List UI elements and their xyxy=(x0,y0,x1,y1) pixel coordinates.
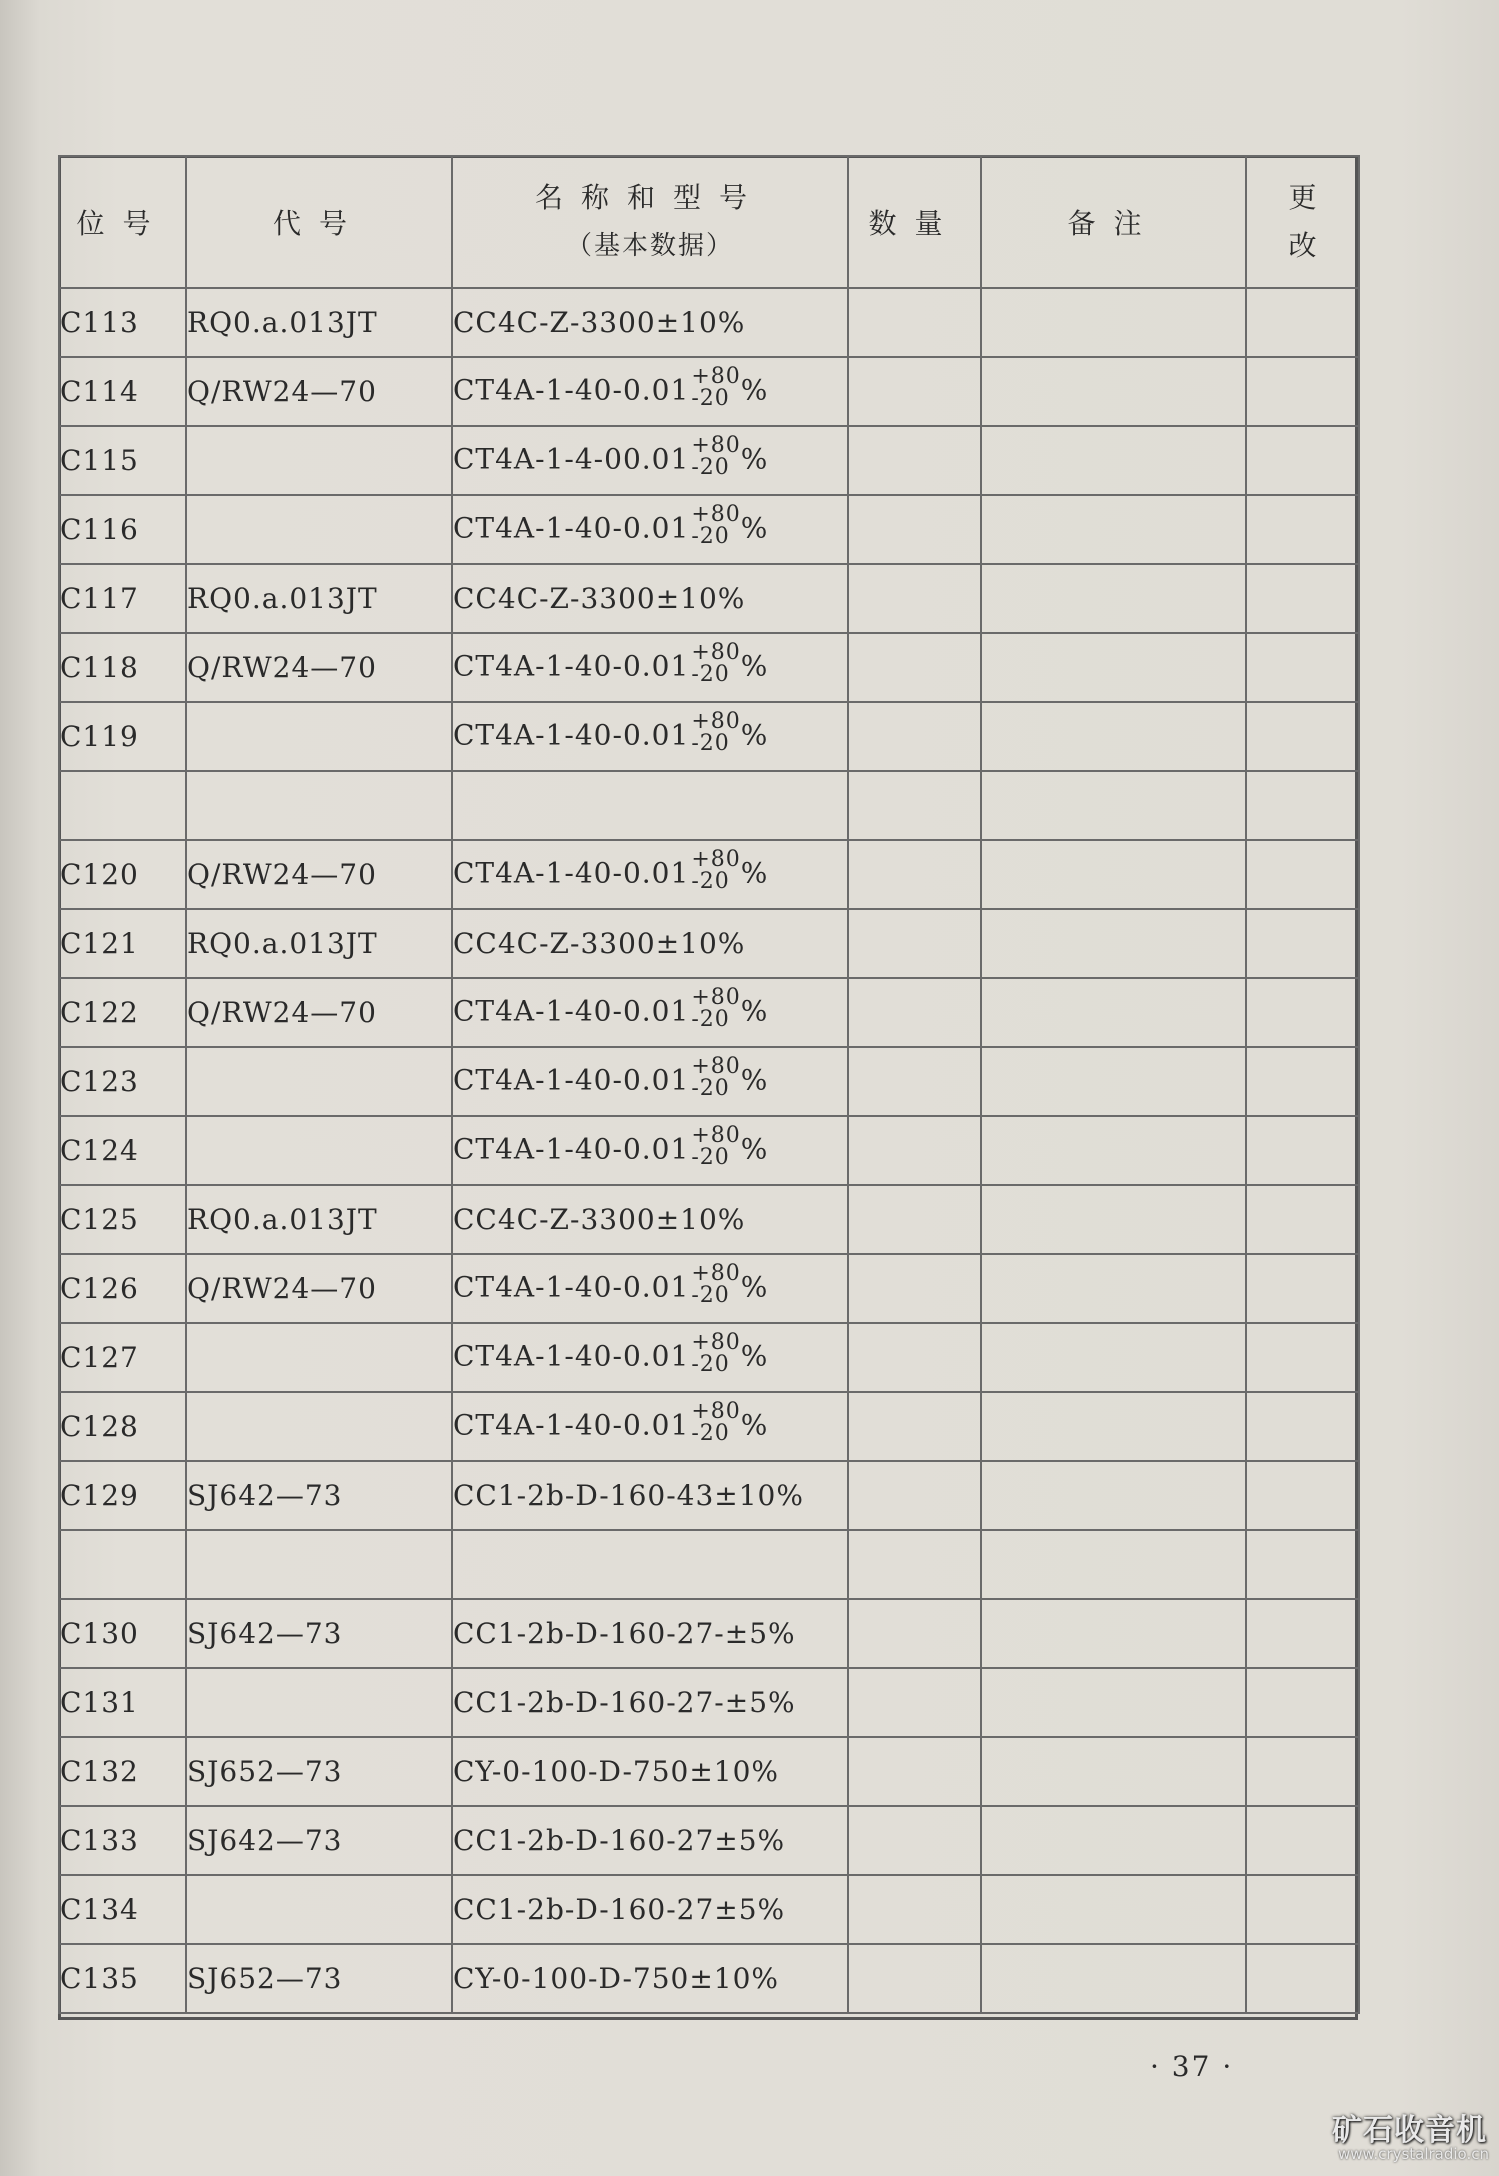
cell-remarks xyxy=(981,1875,1246,1944)
tolerance-upper: +80 xyxy=(691,501,741,527)
cell-change xyxy=(1246,1185,1359,1254)
cell-code xyxy=(186,909,452,978)
cell-name-model xyxy=(452,1047,848,1116)
table-row xyxy=(59,564,1359,633)
cell-remarks xyxy=(981,564,1246,633)
part-position: C125 xyxy=(60,1203,139,1236)
cell-code xyxy=(186,357,452,426)
part-model: CC1-2b-D-160-27±5% xyxy=(453,1893,786,1926)
cell-quantity xyxy=(848,357,981,426)
part-code: Q/RW24—70 xyxy=(187,1272,377,1305)
cell-code xyxy=(186,978,452,1047)
table-row xyxy=(59,1737,1359,1806)
cell-quantity xyxy=(848,288,981,357)
table-row xyxy=(59,357,1359,426)
cell-remarks xyxy=(981,1323,1246,1392)
cell-position xyxy=(59,1599,186,1668)
part-position: C120 xyxy=(60,858,139,891)
part-model: CT4A-1-40-0.01 xyxy=(453,994,690,1027)
part-code: Q/RW24—70 xyxy=(187,651,377,684)
cell-position xyxy=(59,1461,186,1530)
cell-position xyxy=(59,1875,186,1944)
percent-sign: % xyxy=(740,442,769,475)
cell-change xyxy=(1246,1668,1359,1737)
part-position: C121 xyxy=(60,927,139,960)
cell-remarks xyxy=(981,1047,1246,1116)
part-position: C114 xyxy=(60,375,139,408)
part-position: C118 xyxy=(60,651,139,684)
part-code: RQ0.a.013JT xyxy=(187,582,378,615)
tolerance-lower: -20 xyxy=(691,868,730,894)
part-position: C115 xyxy=(60,444,139,477)
cell-code xyxy=(186,1737,452,1806)
part-code: Q/RW24—70 xyxy=(187,996,377,1029)
cell-change xyxy=(1246,1392,1359,1461)
cell-quantity xyxy=(848,495,981,564)
cell-change xyxy=(1246,840,1359,909)
cell-code xyxy=(186,1047,452,1116)
cell-remarks xyxy=(981,1185,1246,1254)
table-row xyxy=(59,1254,1359,1323)
cell-code xyxy=(186,564,452,633)
cell-quantity xyxy=(848,909,981,978)
cell-name-model xyxy=(452,1944,848,2013)
cell-position xyxy=(59,1047,186,1116)
part-model: CT4A-1-40-0.01 xyxy=(453,718,690,751)
table-row xyxy=(59,1185,1359,1254)
cell-name-model xyxy=(452,771,848,840)
table-row xyxy=(59,1047,1359,1116)
tolerance-upper: +80 xyxy=(691,1398,741,1424)
cell-quantity xyxy=(848,771,981,840)
table-row xyxy=(59,840,1359,909)
part-model: CC1-2b-D-160-27-±5% xyxy=(453,1686,796,1719)
part-model: CT4A-1-40-0.01 xyxy=(453,1270,690,1303)
cell-code xyxy=(186,840,452,909)
cell-code xyxy=(186,1668,452,1737)
cell-remarks xyxy=(981,1254,1246,1323)
percent-sign: % xyxy=(740,373,769,406)
table-row xyxy=(59,633,1359,702)
cell-code xyxy=(186,288,452,357)
part-code: SJ642—73 xyxy=(187,1617,343,1650)
cell-change xyxy=(1246,633,1359,702)
cell-name-model xyxy=(452,1668,848,1737)
cell-quantity xyxy=(848,1530,981,1599)
cell-position xyxy=(59,1116,186,1185)
tolerance-lower: -20 xyxy=(691,523,730,549)
part-position: C127 xyxy=(60,1341,139,1374)
cell-remarks xyxy=(981,840,1246,909)
cell-quantity xyxy=(848,978,981,1047)
part-position: C126 xyxy=(60,1272,139,1305)
percent-sign: % xyxy=(740,1339,769,1372)
cell-code xyxy=(186,771,452,840)
cell-code xyxy=(186,1185,452,1254)
tolerance-lower: -20 xyxy=(691,1144,730,1170)
cell-position xyxy=(59,357,186,426)
cell-code xyxy=(186,1254,452,1323)
cell-remarks xyxy=(981,633,1246,702)
table-row xyxy=(59,702,1359,771)
cell-quantity xyxy=(848,1047,981,1116)
tolerance-stack xyxy=(691,1053,741,1101)
table-header-row xyxy=(59,156,1359,288)
cell-remarks xyxy=(981,1944,1246,2013)
tolerance-lower: -20 xyxy=(691,1006,730,1032)
cell-position xyxy=(59,840,186,909)
tolerance-stack xyxy=(691,432,741,480)
part-model: CC1-2b-D-160-27-±5% xyxy=(453,1617,796,1650)
tolerance-stack xyxy=(691,708,741,756)
cell-change xyxy=(1246,909,1359,978)
page-number: · 37 · xyxy=(1150,2050,1234,2083)
cell-position xyxy=(59,564,186,633)
cell-remarks xyxy=(981,702,1246,771)
cell-remarks xyxy=(981,1530,1246,1599)
tolerance-lower: -20 xyxy=(691,1420,730,1446)
table-row xyxy=(59,426,1359,495)
part-position: C113 xyxy=(60,306,139,339)
cell-quantity xyxy=(848,426,981,495)
cell-name-model xyxy=(452,288,848,357)
tolerance-upper: +80 xyxy=(691,1260,741,1286)
part-position: C132 xyxy=(60,1755,139,1788)
table-row xyxy=(59,1323,1359,1392)
cell-name-model xyxy=(452,1737,848,1806)
part-model: CC4C-Z-3300±10% xyxy=(453,582,746,615)
cell-change xyxy=(1246,1254,1359,1323)
cell-name-model xyxy=(452,1875,848,1944)
tolerance-stack xyxy=(691,846,741,894)
part-model: CT4A-1-40-0.01 xyxy=(453,1063,690,1096)
table-row xyxy=(59,771,1359,840)
part-position: C130 xyxy=(60,1617,139,1650)
part-position: C134 xyxy=(60,1893,139,1926)
cell-change xyxy=(1246,357,1359,426)
cell-code xyxy=(186,1116,452,1185)
tolerance-upper: +80 xyxy=(691,708,741,734)
cell-change xyxy=(1246,288,1359,357)
cell-quantity xyxy=(848,1392,981,1461)
cell-position xyxy=(59,1737,186,1806)
part-model: CT4A-1-40-0.01 xyxy=(453,1132,690,1165)
cell-change xyxy=(1246,426,1359,495)
percent-sign: % xyxy=(740,1132,769,1165)
part-position: C124 xyxy=(60,1134,139,1167)
table-row xyxy=(59,1875,1359,1944)
table-row xyxy=(59,1668,1359,1737)
cell-remarks xyxy=(981,1116,1246,1185)
part-position: C135 xyxy=(60,1962,139,1995)
part-model: CT4A-1-40-0.01 xyxy=(453,511,690,544)
percent-sign: % xyxy=(740,994,769,1027)
tolerance-lower: -20 xyxy=(691,454,730,480)
part-code: Q/RW24—70 xyxy=(187,375,377,408)
cell-change xyxy=(1246,564,1359,633)
cell-quantity xyxy=(848,1461,981,1530)
cell-position xyxy=(59,426,186,495)
cell-name-model xyxy=(452,1599,848,1668)
table-body xyxy=(59,288,1359,2013)
cell-change xyxy=(1246,978,1359,1047)
cell-code xyxy=(186,1875,452,1944)
cell-remarks xyxy=(981,1806,1246,1875)
cell-quantity xyxy=(848,1806,981,1875)
cell-change xyxy=(1246,1599,1359,1668)
part-code: RQ0.a.013JT xyxy=(187,306,378,339)
cell-code xyxy=(186,426,452,495)
cell-name-model xyxy=(452,702,848,771)
part-position: C116 xyxy=(60,513,139,546)
header-quantity: 数量 xyxy=(848,156,981,288)
cell-name-model xyxy=(452,357,848,426)
header-change: 更 改 xyxy=(1246,156,1359,288)
cell-position xyxy=(59,1668,186,1737)
table-row xyxy=(59,1530,1359,1599)
cell-remarks xyxy=(981,1599,1246,1668)
cell-code xyxy=(186,1599,452,1668)
cell-name-model xyxy=(452,1392,848,1461)
part-position: C117 xyxy=(60,582,139,615)
tolerance-stack xyxy=(691,1398,741,1446)
cell-position xyxy=(59,978,186,1047)
tolerance-upper: +80 xyxy=(691,363,741,389)
cell-name-model xyxy=(452,633,848,702)
cell-change xyxy=(1246,1737,1359,1806)
cell-quantity xyxy=(848,702,981,771)
cell-code xyxy=(186,1944,452,2013)
part-code: Q/RW24—70 xyxy=(187,858,377,891)
cell-position xyxy=(59,1254,186,1323)
cell-remarks xyxy=(981,357,1246,426)
table-row xyxy=(59,978,1359,1047)
cell-quantity xyxy=(848,840,981,909)
part-model: CC4C-Z-3300±10% xyxy=(453,306,746,339)
cell-name-model xyxy=(452,1185,848,1254)
header-remarks: 备注 xyxy=(981,156,1246,288)
cell-quantity xyxy=(848,1737,981,1806)
cell-quantity xyxy=(848,1875,981,1944)
part-code: RQ0.a.013JT xyxy=(187,927,378,960)
cell-position xyxy=(59,288,186,357)
part-model: CC4C-Z-3300±10% xyxy=(453,927,746,960)
cell-remarks xyxy=(981,495,1246,564)
tolerance-upper: +80 xyxy=(691,1122,741,1148)
part-code: SJ642—73 xyxy=(187,1479,343,1512)
cell-position xyxy=(59,771,186,840)
cell-quantity xyxy=(848,1254,981,1323)
cell-name-model xyxy=(452,1530,848,1599)
cell-quantity xyxy=(848,1323,981,1392)
cell-name-model xyxy=(452,1254,848,1323)
watermark-title: 矿石收音机 xyxy=(1332,2113,1487,2148)
tolerance-stack xyxy=(691,1329,741,1377)
table-row xyxy=(59,288,1359,357)
part-code: RQ0.a.013JT xyxy=(187,1203,378,1236)
table-row xyxy=(59,1116,1359,1185)
header-position: 位号 xyxy=(59,156,186,288)
cell-change xyxy=(1246,1944,1359,2013)
cell-name-model xyxy=(452,426,848,495)
part-model: CC4C-Z-3300±10% xyxy=(453,1203,746,1236)
tolerance-upper: +80 xyxy=(691,639,741,665)
watermark-url: www.crystalradio.cn xyxy=(1337,2145,1489,2163)
cell-change xyxy=(1246,1323,1359,1392)
cell-change xyxy=(1246,495,1359,564)
part-model: CT4A-1-40-0.01 xyxy=(453,856,690,889)
tolerance-lower: -20 xyxy=(691,661,730,687)
tolerance-lower: -20 xyxy=(691,1075,730,1101)
cell-position xyxy=(59,1323,186,1392)
cell-remarks xyxy=(981,978,1246,1047)
part-model: CT4A-1-40-0.01 xyxy=(453,649,690,682)
cell-name-model xyxy=(452,1116,848,1185)
cell-position xyxy=(59,1806,186,1875)
tolerance-stack xyxy=(691,1122,741,1170)
cell-name-model xyxy=(452,564,848,633)
percent-sign: % xyxy=(740,718,769,751)
cell-position xyxy=(59,633,186,702)
cell-quantity xyxy=(848,1599,981,1668)
table-row xyxy=(59,1599,1359,1668)
tolerance-lower: -20 xyxy=(691,385,730,411)
cell-position xyxy=(59,702,186,771)
cell-remarks xyxy=(981,288,1246,357)
cell-code xyxy=(186,495,452,564)
part-position: C123 xyxy=(60,1065,139,1098)
tolerance-upper: +80 xyxy=(691,846,741,872)
part-position: C133 xyxy=(60,1824,139,1857)
cell-remarks xyxy=(981,1668,1246,1737)
cell-code xyxy=(186,633,452,702)
cell-remarks xyxy=(981,909,1246,978)
part-model: CY-0-100-D-750±10% xyxy=(453,1755,780,1788)
cell-position xyxy=(59,1185,186,1254)
part-code: SJ652—73 xyxy=(187,1755,343,1788)
cell-change xyxy=(1246,1806,1359,1875)
cell-code xyxy=(186,1530,452,1599)
cell-position xyxy=(59,495,186,564)
part-code: SJ642—73 xyxy=(187,1824,343,1857)
cell-code xyxy=(186,1461,452,1530)
parts-list-table xyxy=(58,155,1360,2014)
cell-change xyxy=(1246,702,1359,771)
header-name-model: 名称和型号 （基本数据） xyxy=(452,156,848,288)
tolerance-upper: +80 xyxy=(691,1329,741,1355)
tolerance-stack xyxy=(691,984,741,1032)
header-code: 代号 xyxy=(186,156,452,288)
tolerance-upper: +80 xyxy=(691,1053,741,1079)
table-row xyxy=(59,495,1359,564)
cell-code xyxy=(186,1392,452,1461)
part-model: CY-0-100-D-750±10% xyxy=(453,1962,780,1995)
cell-position xyxy=(59,1530,186,1599)
cell-quantity xyxy=(848,1185,981,1254)
table-row xyxy=(59,909,1359,978)
cell-quantity xyxy=(848,1668,981,1737)
percent-sign: % xyxy=(740,511,769,544)
cell-quantity xyxy=(848,1116,981,1185)
cell-remarks xyxy=(981,1461,1246,1530)
part-model: CC1-2b-D-160-43±10% xyxy=(453,1479,804,1512)
cell-change xyxy=(1246,1047,1359,1116)
cell-quantity xyxy=(848,1944,981,2013)
cell-remarks xyxy=(981,771,1246,840)
cell-change xyxy=(1246,1116,1359,1185)
tolerance-stack xyxy=(691,363,741,411)
percent-sign: % xyxy=(740,1063,769,1096)
part-position: C122 xyxy=(60,996,139,1029)
cell-change xyxy=(1246,1875,1359,1944)
tolerance-upper: +80 xyxy=(691,432,741,458)
part-position: C131 xyxy=(60,1686,139,1719)
part-position: C128 xyxy=(60,1410,139,1443)
part-model: CC1-2b-D-160-27±5% xyxy=(453,1824,786,1857)
cell-name-model xyxy=(452,495,848,564)
cell-name-model xyxy=(452,1323,848,1392)
tolerance-lower: -20 xyxy=(691,1351,730,1377)
cell-change xyxy=(1246,771,1359,840)
cell-quantity xyxy=(848,564,981,633)
site-watermark xyxy=(1330,2105,1495,2170)
cell-name-model xyxy=(452,840,848,909)
cell-position xyxy=(59,1392,186,1461)
part-model: CT4A-1-40-0.01 xyxy=(453,373,690,406)
part-position: C119 xyxy=(60,720,139,753)
tolerance-lower: -20 xyxy=(691,1282,730,1308)
table-row xyxy=(59,1806,1359,1875)
percent-sign: % xyxy=(740,1408,769,1441)
cell-change xyxy=(1246,1530,1359,1599)
cell-code xyxy=(186,1323,452,1392)
tolerance-stack xyxy=(691,501,741,549)
tolerance-lower: -20 xyxy=(691,730,730,756)
table-row xyxy=(59,1461,1359,1530)
cell-remarks xyxy=(981,1392,1246,1461)
cell-name-model xyxy=(452,1461,848,1530)
percent-sign: % xyxy=(740,649,769,682)
cell-name-model xyxy=(452,909,848,978)
cell-name-model xyxy=(452,978,848,1047)
percent-sign: % xyxy=(740,856,769,889)
percent-sign: % xyxy=(740,1270,769,1303)
part-code: SJ652—73 xyxy=(187,1962,343,1995)
tolerance-upper: +80 xyxy=(691,984,741,1010)
cell-remarks xyxy=(981,1737,1246,1806)
cell-code xyxy=(186,1806,452,1875)
cell-position xyxy=(59,1944,186,2013)
cell-name-model xyxy=(452,1806,848,1875)
table-row xyxy=(59,1392,1359,1461)
part-position: C129 xyxy=(60,1479,139,1512)
table-row xyxy=(59,1944,1359,2013)
cell-change xyxy=(1246,1461,1359,1530)
part-model: CT4A-1-40-0.01 xyxy=(453,1408,690,1441)
cell-position xyxy=(59,909,186,978)
cell-remarks xyxy=(981,426,1246,495)
part-model: CT4A-1-40-0.01 xyxy=(453,1339,690,1372)
tolerance-stack xyxy=(691,1260,741,1308)
cell-code xyxy=(186,702,452,771)
tolerance-stack xyxy=(691,639,741,687)
cell-quantity xyxy=(848,633,981,702)
part-model: CT4A-1-4-00.01 xyxy=(453,442,690,475)
